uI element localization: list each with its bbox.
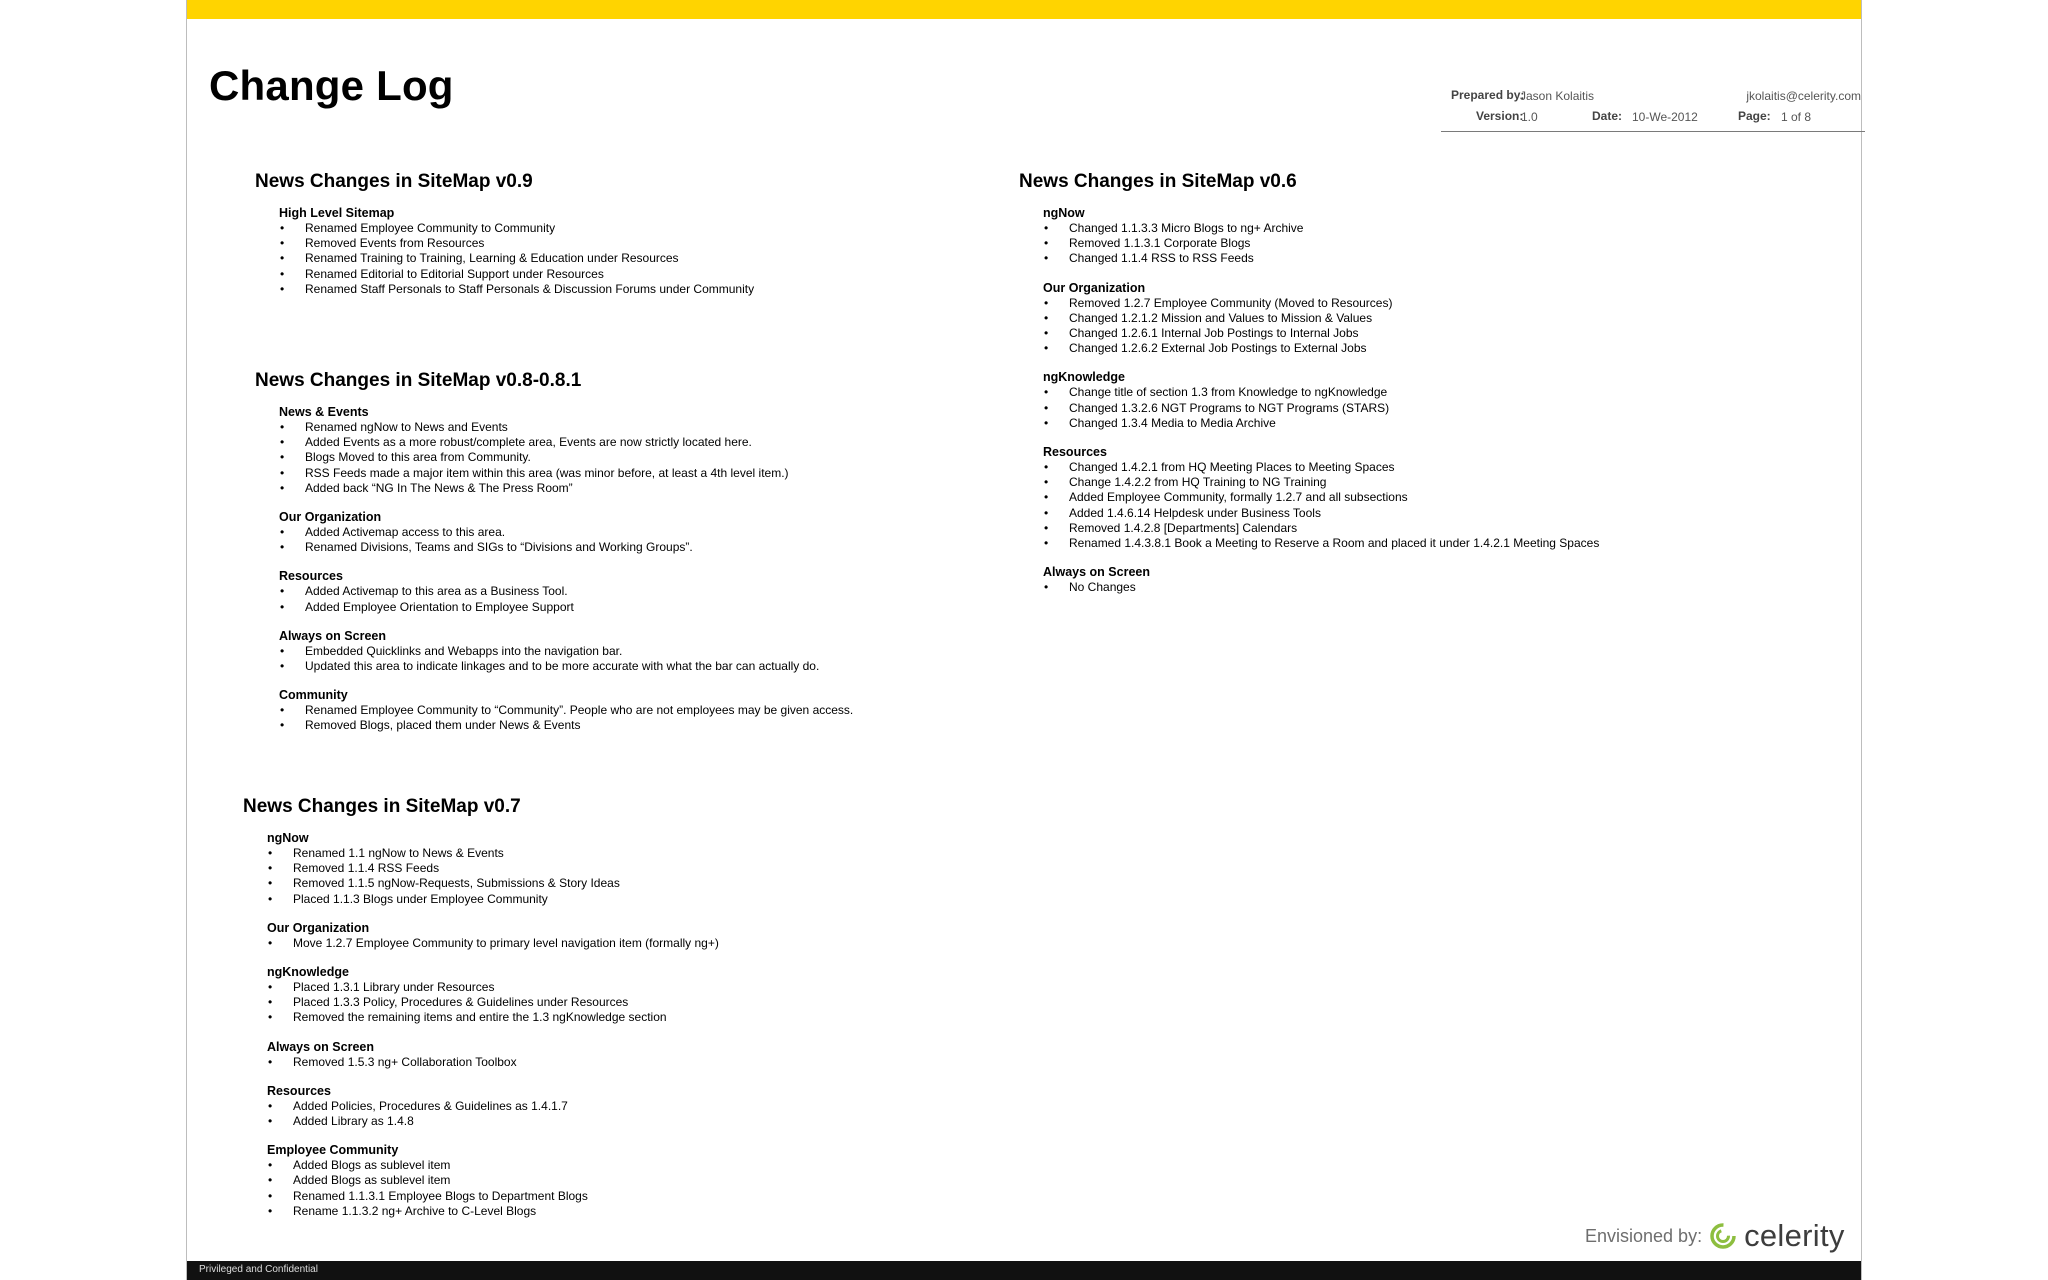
celerity-brand-name: celerity (1744, 1218, 1845, 1253)
footer-bar (187, 1261, 1861, 1280)
change-item: • Renamed Divisions, Teams and SIGs to “Divisions and Working Groups”. (305, 540, 853, 555)
change-item: • Added Activemap access to this area. (305, 525, 853, 540)
change-item: • Placed 1.3.1 Library under Resources (293, 980, 719, 995)
change-list (279, 525, 853, 555)
change-group (279, 205, 754, 297)
change-group (267, 830, 719, 907)
change-item: • Renamed 1.1 ngNow to News & Events (293, 846, 719, 861)
change-group (1043, 444, 1599, 551)
change-item: • Renamed Training to Training, Learning & Education under Resources (305, 251, 754, 266)
change-group (1043, 205, 1599, 267)
change-list (1043, 221, 1599, 267)
page-title: Change Log (209, 62, 454, 109)
change-list (279, 703, 853, 733)
change-item: • Removed 1.4.2.8 [Departments] Calendars (1069, 521, 1599, 536)
change-group (1043, 280, 1599, 357)
date-label: Date: (1592, 109, 1623, 123)
change-item: • Change title of section 1.3 from Knowledge to ngKnowledge (1069, 385, 1599, 400)
change-item: • Removed 1.2.7 Employee Community (Moved to Resources) (1069, 296, 1599, 311)
change-item: • Added Employee Orientation to Employee Support (305, 600, 853, 615)
change-list (267, 1055, 719, 1070)
section-body (279, 205, 754, 297)
date-value: 10-We-2012 (1632, 110, 1698, 124)
change-item: • Renamed Editorial to Editorial Support under Resources (305, 267, 754, 282)
group-heading: Resources (267, 1083, 331, 1098)
change-item: • Added Employee Community, formally 1.2.7 and all subsections (1069, 490, 1599, 505)
change-list (279, 420, 853, 496)
envisioned-by-label: Envisioned by: (1585, 1225, 1703, 1246)
change-item: • Placed 1.3.3 Policy, Procedures & Guidelines under Resources (293, 995, 719, 1010)
document-meta-block (1441, 84, 1865, 132)
confidential-notice: Privileged and Confidential (199, 1264, 318, 1275)
prepared-by-value: Jason Kolaitis (1520, 89, 1595, 103)
section-body (279, 404, 853, 734)
change-item: • Removed 1.1.5 ngNow-Requests, Submissions & Story Ideas (293, 876, 719, 891)
group-heading: Always on Screen (279, 628, 386, 643)
prepared-by-label: Prepared by: (1451, 88, 1525, 102)
change-item: • Changed 1.3.2.6 NGT Programs to NGT Programs (STARS) (1069, 401, 1599, 416)
change-list (267, 980, 719, 1026)
group-heading: Our Organization (279, 510, 382, 525)
change-list (1043, 460, 1599, 551)
section-v0-8 (255, 370, 853, 747)
section-title: News Changes in SiteMap v0.9 (255, 171, 533, 192)
change-list (267, 846, 719, 907)
change-group (279, 687, 853, 733)
change-group (267, 920, 719, 951)
group-heading: ngNow (1043, 206, 1085, 220)
change-item: • Renamed Staff Personals to Staff Personals & Discussion Forums under Community (305, 282, 754, 297)
change-item: • Added Activemap to this area as a Business Tool. (305, 584, 853, 599)
change-list (267, 936, 719, 951)
change-item: • Embedded Quicklinks and Webapps into the navigation bar. (305, 644, 853, 659)
change-item: • Changed 1.1.3.3 Micro Blogs to ng+ Archive (1069, 221, 1599, 236)
change-group (267, 1142, 719, 1219)
page-label: Page: (1738, 109, 1771, 123)
change-group (267, 1083, 719, 1129)
change-list (1043, 296, 1599, 357)
section-body (1043, 205, 1599, 595)
group-heading: Always on Screen (267, 1039, 374, 1054)
change-group (1043, 564, 1599, 595)
change-item: • RSS Feeds made a major item within this area (was minor before, at least a 4th level item.) (305, 466, 853, 481)
change-item: • Blogs Moved to this area from Community. (305, 450, 853, 465)
change-list (279, 221, 754, 297)
change-item: • Rename 1.1.3.2 ng+ Archive to C-Level Blogs (293, 1204, 719, 1219)
group-heading: High Level Sitemap (279, 206, 395, 220)
change-item: • Added 1.4.6.14 Helpdesk under Business Tools (1069, 506, 1599, 521)
envisioned-by-logo (1585, 1218, 1845, 1254)
change-group (279, 404, 853, 496)
group-heading: ngKnowledge (267, 965, 349, 980)
change-item: • Added Library as 1.4.8 (293, 1114, 719, 1129)
group-heading: ngKnowledge (1043, 370, 1125, 385)
section-title: News Changes in SiteMap v0.6 (1019, 171, 1297, 192)
section-v0-9 (255, 171, 754, 310)
change-item: • Updated this area to indicate linkages and to be more accurate with what the bar can actually do. (305, 659, 853, 674)
change-item: • Removed Events from Resources (305, 236, 754, 251)
change-item: • Changed 1.2.6.1 Internal Job Postings to Internal Jobs (1069, 326, 1599, 341)
section-title: News Changes in SiteMap v0.8-0.8.1 (255, 370, 582, 391)
change-list (1043, 385, 1599, 431)
section-body (267, 830, 719, 1219)
change-item: • Removed the remaining items and entire the 1.3 ngKnowledge section (293, 1010, 719, 1025)
page-number: 1 of 8 (1781, 110, 1812, 124)
change-list (279, 644, 853, 674)
change-item: • Changed 1.2.1.2 Mission and Values to Mission & Values (1069, 311, 1599, 326)
change-item: • Removed 1.1.3.1 Corporate Blogs (1069, 236, 1599, 251)
section-title: News Changes in SiteMap v0.7 (243, 796, 521, 817)
change-item: • Removed Blogs, placed them under News & Events (305, 718, 853, 733)
group-heading: ngNow (267, 831, 309, 845)
change-item: • No Changes (1069, 580, 1599, 595)
group-heading: Always on Screen (1043, 565, 1150, 580)
change-item: • Removed 1.5.3 ng+ Collaboration Toolbox (293, 1055, 719, 1070)
change-item: • Changed 1.4.2.1 from HQ Meeting Places to Meeting Spaces (1069, 460, 1599, 475)
change-item: • Renamed 1.1.3.1 Employee Blogs to Department Blogs (293, 1189, 719, 1204)
change-item: • Change 1.4.2.2 from HQ Training to NG Training (1069, 475, 1599, 490)
section-v0-6 (1019, 171, 1599, 608)
version-label: Version: (1476, 109, 1524, 123)
change-group (267, 964, 719, 1026)
group-heading: Our Organization (1043, 280, 1146, 295)
group-heading: News & Events (279, 405, 369, 419)
change-list (267, 1099, 719, 1129)
change-list (279, 584, 853, 614)
group-heading: Our Organization (267, 920, 370, 935)
change-item: • Added Policies, Procedures & Guidelines as 1.4.1.7 (293, 1099, 719, 1114)
change-list (267, 1158, 719, 1219)
change-list (1043, 580, 1599, 595)
change-item: • Added Blogs as sublevel item (293, 1158, 719, 1173)
email-value: jkolaitis@celerity.com (1746, 89, 1861, 103)
change-item: • Move 1.2.7 Employee Community to primary level navigation item (formally ng+) (293, 936, 719, 951)
document-page (186, 0, 1862, 1280)
change-group (279, 628, 853, 674)
change-item: • Changed 1.2.6.2 External Job Postings to External Jobs (1069, 341, 1599, 356)
change-item: • Removed 1.1.4 RSS Feeds (293, 861, 719, 876)
version-value: 1.0 (1521, 110, 1538, 124)
group-heading: Community (279, 688, 348, 703)
change-item: • Renamed 1.4.3.8.1 Book a Meeting to Reserve a Room and placed it under 1.4.2.1 Meeting Spaces (1069, 536, 1599, 551)
change-item: • Renamed Employee Community to “Community”. People who are not employees may be given access. (305, 703, 853, 718)
section-v0-7 (243, 796, 719, 1232)
group-heading: Resources (1043, 445, 1107, 460)
yellow-header-bar (187, 0, 1861, 19)
change-item: • Changed 1.1.4 RSS to RSS Feeds (1069, 251, 1599, 266)
change-item: • Placed 1.1.3 Blogs under Employee Community (293, 892, 719, 907)
celerity-swirl-icon (1708, 1221, 1738, 1251)
group-heading: Resources (279, 569, 343, 584)
change-item: • Changed 1.3.4 Media to Media Archive (1069, 416, 1599, 431)
change-group (1043, 369, 1599, 431)
change-group (267, 1039, 719, 1070)
group-heading: Employee Community (267, 1143, 399, 1158)
change-item: • Added Blogs as sublevel item (293, 1173, 719, 1188)
change-item: • Added Events as a more robust/complete area, Events are now strictly located here. (305, 435, 853, 450)
change-group (279, 509, 853, 555)
change-item: • Added back “NG In The News & The Press Room” (305, 481, 853, 496)
change-item: • Renamed Employee Community to Community (305, 221, 754, 236)
change-group (279, 568, 853, 614)
change-item: • Renamed ngNow to News and Events (305, 420, 853, 435)
